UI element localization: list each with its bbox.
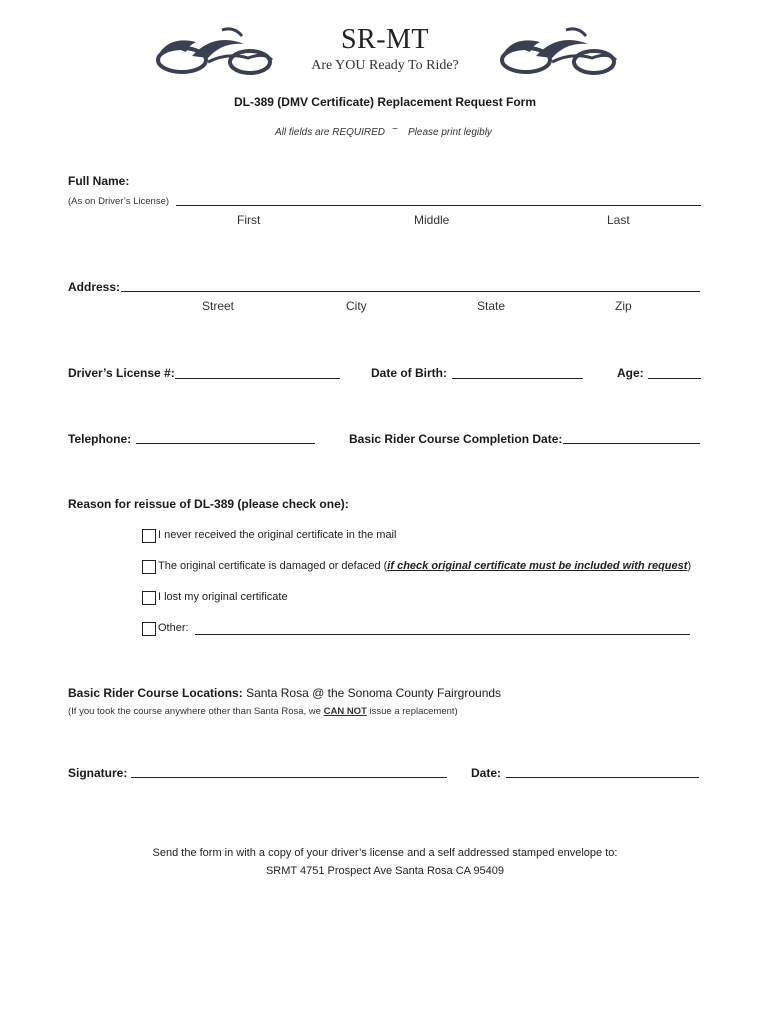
license-label: Driver’s License #: xyxy=(68,366,175,380)
other-line[interactable] xyxy=(195,634,690,635)
locations-note-suffix: issue a replacement) xyxy=(366,706,458,717)
locations-label: Basic Rider Course Locations: xyxy=(68,686,243,700)
first-caption: First xyxy=(237,213,261,227)
full-name-line[interactable] xyxy=(176,205,701,206)
dob-label: Date of Birth: xyxy=(371,366,447,380)
locations-value: Santa Rosa @ the Sonoma County Fairgrounds xyxy=(246,686,502,700)
telephone-line[interactable] xyxy=(136,443,315,444)
full-name-sublabel: (As on Driver’s License) xyxy=(68,196,170,207)
motorcycle-logo-left xyxy=(152,22,278,78)
signature-label: Signature: xyxy=(68,766,128,780)
signature-line[interactable] xyxy=(131,777,447,778)
footer-address: SRMT 4751 Prospect Ave Santa Rosa CA 95409 xyxy=(265,865,505,877)
street-caption: Street xyxy=(202,299,235,313)
city-caption: City xyxy=(346,299,367,313)
address-label: Address: xyxy=(68,280,121,294)
brc-date-label: Basic Rider Course Completion Date: xyxy=(349,432,563,446)
locations-note-emph: CAN NOT xyxy=(323,706,367,717)
state-caption: State xyxy=(477,299,506,313)
reason-checkbox-other[interactable] xyxy=(142,622,156,636)
damaged-suffix: ) xyxy=(687,560,692,572)
middle-caption: Middle xyxy=(414,213,450,227)
brc-date-line[interactable] xyxy=(563,443,700,444)
reason-checkbox-not-received[interactable] xyxy=(142,529,156,543)
zip-caption: Zip xyxy=(615,299,632,313)
reason-label: Reason for reissue of DL-389 (please check one): xyxy=(68,497,349,511)
last-caption: Last xyxy=(607,213,630,227)
footer-instructions: Send the form in with a copy of your driver’s license and a self addressed stamped envelope to: xyxy=(152,847,618,859)
date-label: Date: xyxy=(471,766,502,780)
reason-option-lost: I lost my original certificate xyxy=(158,591,288,603)
dob-line[interactable] xyxy=(452,378,583,379)
brand-tagline: Are YOU Ready To Ride? xyxy=(311,58,459,73)
age-line[interactable] xyxy=(648,378,701,379)
locations-note-prefix: (If you took the course anywhere other than Santa Rosa, we xyxy=(68,706,324,717)
reason-checkbox-damaged[interactable] xyxy=(142,560,156,574)
brand-title: SR-MT xyxy=(340,24,430,55)
date-line[interactable] xyxy=(506,777,699,778)
damaged-prefix: The original certificate is damaged or defaced ( xyxy=(158,560,388,572)
form-title: DL-389 (DMV Certificate) Replacement Request Form xyxy=(233,95,537,109)
age-label: Age: xyxy=(617,366,644,380)
reason-option-not-received: I never received the original certificate in the mail xyxy=(158,529,397,541)
print-note: Please print legibly xyxy=(408,127,492,138)
motorcycle-logo-right xyxy=(496,22,622,78)
license-line[interactable] xyxy=(175,378,340,379)
locations-row xyxy=(68,686,501,700)
address-line[interactable] xyxy=(121,291,700,292)
full-name-label: Full Name: xyxy=(68,174,130,188)
separator: ~ xyxy=(392,124,398,135)
damaged-note: if check original certificate must be included with request xyxy=(387,560,688,572)
reason-checkbox-lost[interactable] xyxy=(142,591,156,605)
telephone-label: Telephone: xyxy=(68,432,132,446)
required-note: All fields are REQUIRED xyxy=(275,127,386,138)
reason-option-other: Other: xyxy=(158,622,189,634)
reason-option-damaged xyxy=(158,560,691,572)
locations-note xyxy=(68,706,458,717)
